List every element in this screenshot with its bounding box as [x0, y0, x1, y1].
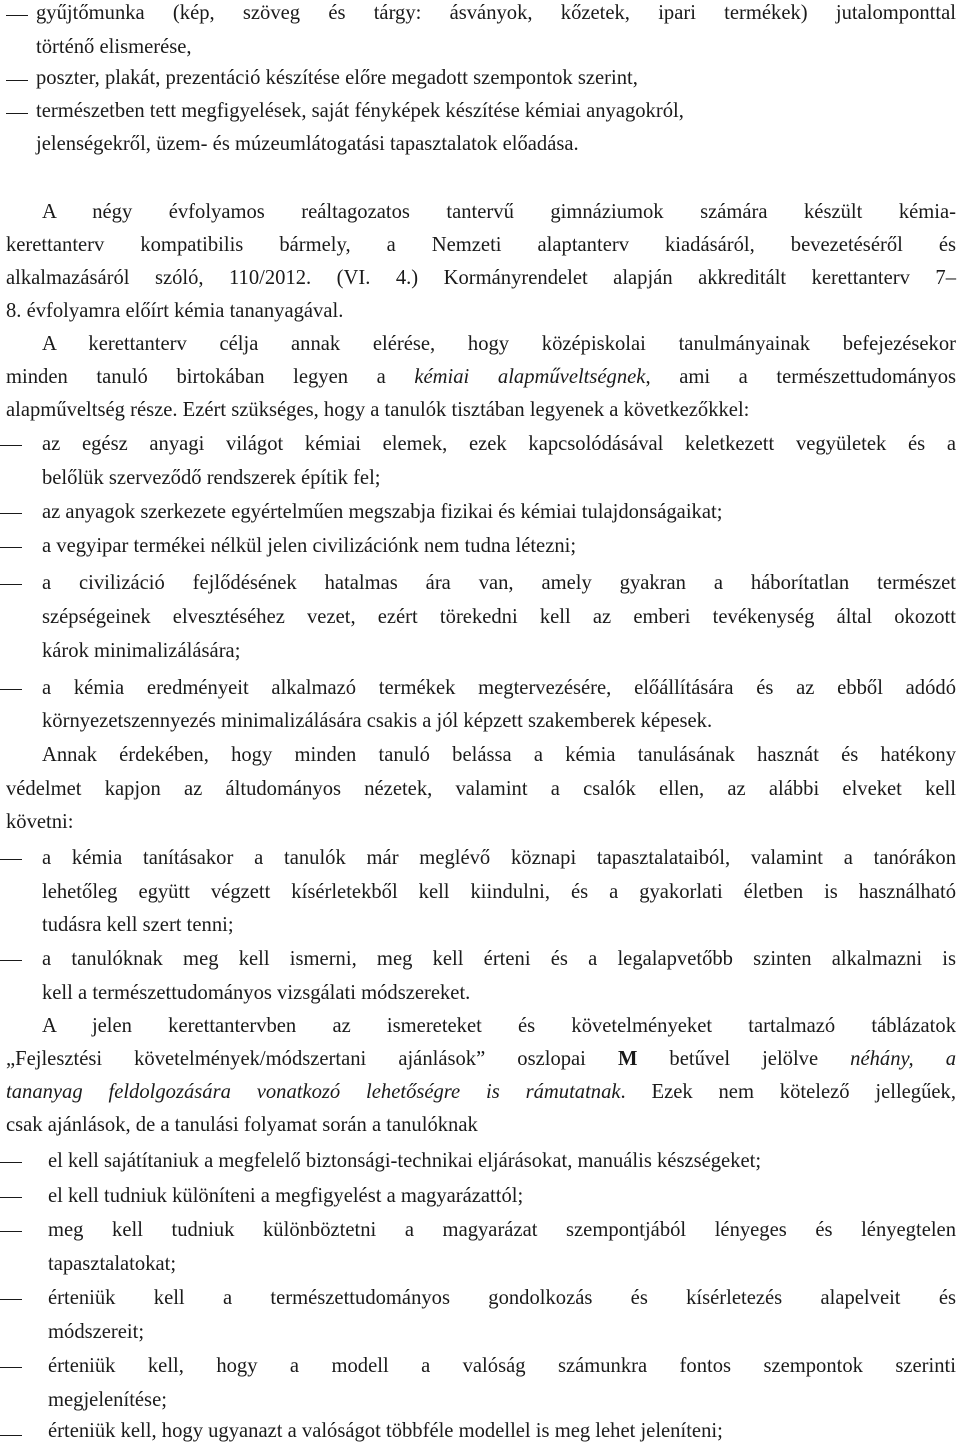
- text-run: , ami a természettudományos: [645, 366, 957, 388]
- list-item-line: a kémia tanításakor a tanulók már meglévő köznapi tapasztalataiból, valamint a tanórákon: [42, 847, 956, 869]
- list-item-line: érteniük kell a természettudományos gondolkozás és kísérletezés alapelveit és: [48, 1287, 956, 1309]
- paragraph-line: A jelen kerettantervben az ismereteket és követelményeket tartalmazó táblázatok: [42, 1015, 956, 1037]
- paragraph-line: A négy évfolyamos reáltagozatos tantervű gimnáziumok számára készült kémia-: [42, 201, 956, 223]
- list-item-line: poszter, plakát, prezentáció készítése előre megadott szempontok szerint,: [36, 67, 638, 89]
- list-item-line: történő elismerése,: [36, 36, 192, 58]
- paragraph-line: alkalmazásáról szóló, 110/2012. (VI. 4.) Kormányrendelet alapján akkreditált kerettanterv 7–: [6, 267, 956, 289]
- paragraph-line: kerettanterv kompatibilis bármely, a Nemzeti alaptanterv kiadásáról, bevezetéséről és: [6, 234, 956, 256]
- paragraph-line: A kerettanterv célja annak elérése, hogy középiskolai tanulmányainak befejezésekor: [42, 333, 956, 355]
- text-run: „Fejlesztési követelmények/módszertani ajánlások” oszlopai: [6, 1048, 618, 1070]
- paragraph-line: csak ajánlások, de a tanulási folyamat során a tanulóknak: [6, 1114, 478, 1136]
- list-item-line: a tanulóknak meg kell ismerni, meg kell érteni és a legalapvetőbb szinten alkalmazni is: [42, 948, 956, 970]
- emphasis-text: néhány, a: [850, 1048, 956, 1070]
- list-item-line: érteniük kell, hogy ugyanazt a valóságot többféle modellel is meg lehet jeleníteni;: [48, 1420, 723, 1442]
- list-item-line: tudásra kell szert tenni;: [42, 914, 234, 936]
- list-item-line: módszereit;: [48, 1321, 145, 1343]
- list-item-line: a civilizáció fejlődésének hatalmas ára van, amely gyakran a háborítatlan természet: [42, 572, 956, 594]
- text-run: minden tanuló birtokában legyen a: [6, 366, 415, 388]
- bold-letter: M: [617, 1048, 638, 1070]
- paragraph-line: [6, 1076, 956, 1110]
- list-item-line: természetben tett megfigyelések, saját fényképek készítése kémiai anyagokról,: [36, 100, 684, 122]
- paragraph-line: 8. évfolyamra előírt kémia tananyagával.: [6, 300, 344, 322]
- list-item-line: kell a természettudományos vizsgálati módszereket.: [42, 982, 471, 1004]
- list-item-line: jelenségekről, üzem- és múzeumlátogatási tapasztalatok előadása.: [36, 133, 579, 155]
- paragraph-line: követni:: [6, 811, 74, 833]
- list-item-line: megjelenítése;: [48, 1389, 167, 1411]
- paragraph-line: [6, 361, 956, 395]
- emphasis-text: kémiai alapműveltségnek: [414, 366, 646, 388]
- list-item-line: környezetszennyezés minimalizálására csakis a jól képzett szakemberek képesek.: [42, 710, 713, 732]
- text-run: . Ezek nem kötelező jellegűek,: [620, 1081, 956, 1103]
- list-item-line: el kell tudniuk különíteni a megfigyelést a magyarázattól;: [48, 1185, 524, 1207]
- list-item-line: érteniük kell, hogy a modell a valóság számunkra fontos szempontok szerinti: [48, 1355, 956, 1377]
- list-item-line: tapasztalatokat;: [48, 1253, 177, 1275]
- text-run: betűvel jelölve: [637, 1048, 851, 1070]
- list-item-line: a kémia eredményeit alkalmazó termékek megtervezésére, előállítására és az ebből adódó: [42, 677, 956, 699]
- list-item-line: szépségeinek elvesztéséhez vezet, ezért törekedni kell az emberi tevékenység által okozott: [42, 606, 956, 628]
- emphasis-text: tananyag feldolgozására vonatkozó lehetőségre is rámutatnak: [6, 1081, 621, 1103]
- list-item-line: gyűjtőmunka (kép, szöveg és tárgy: ásványok, kőzetek, ipari termékek) jutalomponttal: [36, 2, 956, 24]
- paragraph-line: alapműveltség része. Ezért szükséges, hogy a tanulók tisztában legyenek a következőkkel:: [6, 399, 750, 421]
- list-item-line: az anyagok szerkezete egyértelműen megszabja fizikai és kémiai tulajdonságaikat;: [42, 501, 723, 523]
- list-item-line: károk minimalizálására;: [42, 640, 241, 662]
- list-item-line: meg kell tudniuk különböztetni a magyarázat szempontjából lényeges és lényegtelen: [48, 1219, 956, 1241]
- list-item-line: az egész anyagi világot kémiai elemek, ezek kapcsolódásával keletkezett vegyületek és a: [42, 433, 956, 455]
- paragraph-line: Annak érdekében, hogy minden tanuló belássa a kémia tanulásának hasznát és hatékony: [42, 744, 956, 766]
- paragraph-line: védelmet kapjon az áltudományos nézetek, valamint a csalók ellen, az alábbi elveket kell: [6, 778, 956, 800]
- list-item-line: lehetőleg együtt végzett kísérletekből kell kiindulni, és a gyakorlati életben is használható: [42, 881, 956, 903]
- list-item-line: a vegyipar termékei nélkül jelen civilizációnk nem tudna létezni;: [42, 535, 577, 557]
- list-item-line: belőlük szerveződő rendszerek építik fel;: [42, 467, 381, 489]
- paragraph-line: [6, 1043, 956, 1077]
- list-item-line: el kell sajátítaniuk a megfelelő biztonsági-technikai eljárásokat, manuális készségeket;: [48, 1150, 762, 1172]
